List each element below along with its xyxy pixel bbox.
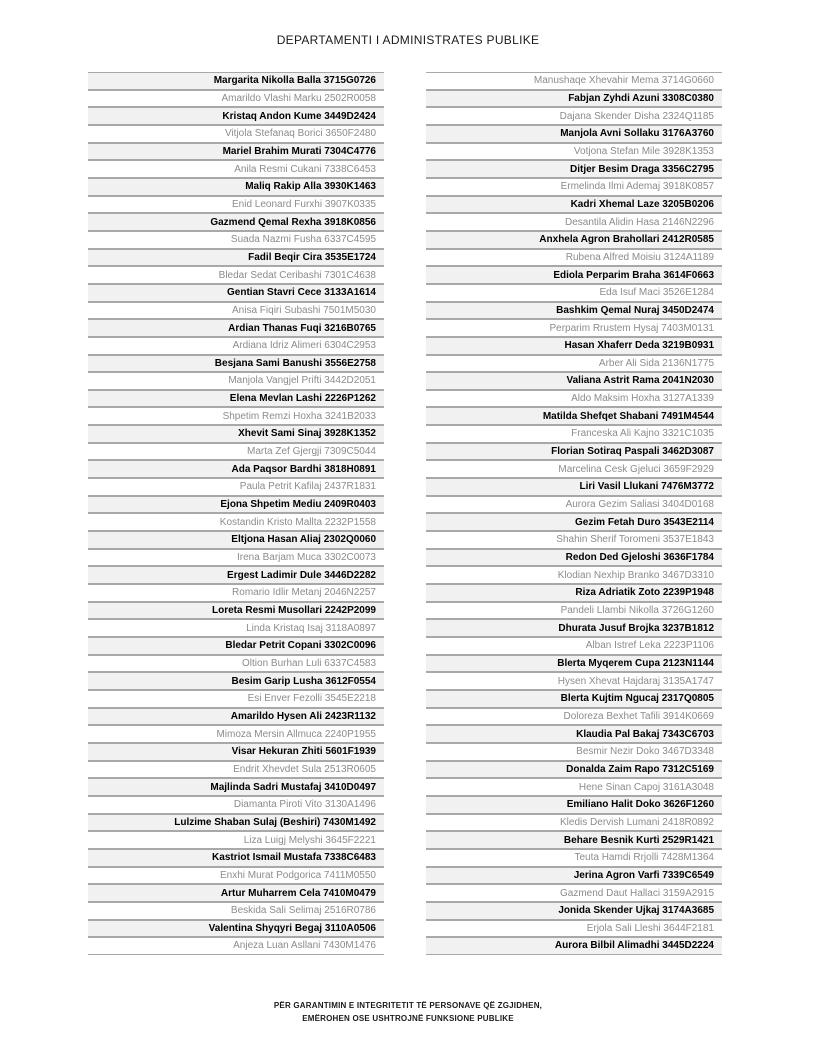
- list-item: Kastriot Ismail Mustafa 7338C6483: [88, 849, 384, 867]
- list-item: Erjola Sali Lleshi 3644F2181: [426, 920, 722, 938]
- list-item: Emiliano Halit Doko 3626F1260: [426, 796, 722, 814]
- list-item: Amarildo Vlashi Marku 2502R0058: [88, 90, 384, 108]
- list-item: Riza Adriatik Zoto 2239P1948: [426, 584, 722, 602]
- list-item: Anjeza Luan Asllani 7430M1476: [88, 937, 384, 955]
- page-footer: [0, 999, 816, 1025]
- list-item: Redon Ded Gjeloshi 3636F1784: [426, 549, 722, 567]
- list-item: Aurora Gezim Saliasi 3404D0168: [426, 496, 722, 514]
- page-title: DEPARTAMENTI I ADMINISTRATES PUBLIKE: [276, 33, 540, 47]
- list-item: Eltjona Hasan Aliaj 2302Q0060: [88, 531, 384, 549]
- list-item: Maliq Rakip Alla 3930K1463: [88, 178, 384, 196]
- list-item: Ejona Shpetim Mediu 2409R0403: [88, 496, 384, 514]
- list-item: Anisa Fiqiri Subashi 7501M5030: [88, 302, 384, 320]
- name-list-left: [88, 72, 384, 955]
- list-item: Franceska Ali Kajno 3321C1035: [426, 425, 722, 443]
- list-item: Suada Nazmi Fusha 6337C4595: [88, 231, 384, 249]
- list-item: Besjana Sami Banushi 3556E2758: [88, 355, 384, 373]
- list-item: Desantila Alidin Hasa 2146N2296: [426, 213, 722, 231]
- name-lists: [88, 72, 722, 955]
- list-item: Gazmend Qemal Rexha 3918K0856: [88, 213, 384, 231]
- list-item: Vitjola Stefanaq Borici 3650F2480: [88, 125, 384, 143]
- list-item: Loreta Resmi Musollari 2242P2099: [88, 602, 384, 620]
- list-item: Anxhela Agron Brahollari 2412R0585: [426, 231, 722, 249]
- list-item: Doloreza Bexhet Tafili 3914K0669: [426, 708, 722, 726]
- list-item: Fadil Beqir Cira 3535E1724: [88, 249, 384, 267]
- list-item: Hasan Xhaferr Deda 3219B0931: [426, 337, 722, 355]
- list-item: Visar Hekuran Zhiti 5601F1939: [88, 743, 384, 761]
- list-item: Enid Leonard Furxhi 3907K0335: [88, 196, 384, 214]
- list-item: Votjona Stefan Mile 3928K1353: [426, 143, 722, 161]
- list-item: Mariel Brahim Murati 7304C4776: [88, 143, 384, 161]
- list-item: Eda Isuf Maci 3526E1284: [426, 284, 722, 302]
- list-item: Aurora Bilbil Alimadhi 3445D2224: [426, 937, 722, 955]
- list-item: Jerina Agron Varfi 7339C6549: [426, 867, 722, 885]
- list-item: Gentian Stavri Cece 3133A1614: [88, 284, 384, 302]
- list-item: Xhevit Sami Sinaj 3928K1352: [88, 425, 384, 443]
- list-item: Artur Muharrem Cela 7410M0479: [88, 884, 384, 902]
- list-item: Teuta Hamdi Rrjolli 7428M1364: [426, 849, 722, 867]
- list-item: Linda Kristaq Isaj 3118A0897: [88, 619, 384, 637]
- list-item: Liri Vasil Llukani 7476M3772: [426, 478, 722, 496]
- list-item: Klodian Nexhip Branko 3467D3310: [426, 566, 722, 584]
- list-item: Irena Barjam Muca 3302C0073: [88, 549, 384, 567]
- list-item: Shpetim Remzi Hoxha 3241B2033: [88, 407, 384, 425]
- list-item: Marcelina Cesk Gjeluci 3659F2929: [426, 460, 722, 478]
- list-item: Rubena Alfred Moisiu 3124A1189: [426, 249, 722, 267]
- list-item: Blerta Myqerem Cupa 2123N1144: [426, 655, 722, 673]
- list-item: Paula Petrit Kafilaj 2437R1831: [88, 478, 384, 496]
- list-item: Jonida Skender Ujkaj 3174A3685: [426, 902, 722, 920]
- list-item: Kledis Dervish Lumani 2418R0892: [426, 814, 722, 832]
- list-item: Bledar Sedat Ceribashi 7301C4638: [88, 266, 384, 284]
- list-item: Esi Enver Fezolli 3545E2218: [88, 690, 384, 708]
- list-item: Enxhi Murat Podgorica 7411M0550: [88, 867, 384, 885]
- list-item: Kostandin Kristo Mallta 2232P1558: [88, 513, 384, 531]
- list-item: Ardian Thanas Fuqi 3216B0765: [88, 319, 384, 337]
- list-item: Pandeli Llambi Nikolla 3726G1260: [426, 602, 722, 620]
- list-item: Dhurata Jusuf Brojka 3237B1812: [426, 619, 722, 637]
- list-item: Matilda Shefqet Shabani 7491M4544: [426, 407, 722, 425]
- list-item: Manjola Vangjel Prifti 3442D2051: [88, 372, 384, 390]
- list-item: Klaudia Pal Bakaj 7343C6703: [426, 725, 722, 743]
- list-item: Besim Garip Lusha 3612F0554: [88, 672, 384, 690]
- list-item: Dajana Skender Disha 2324Q1185: [426, 107, 722, 125]
- list-item: Kadri Xhemal Laze 3205B0206: [426, 196, 722, 214]
- list-item: Perparim Rrustem Hysaj 7403M0131: [426, 319, 722, 337]
- list-item: Anila Resmi Cukani 7338C6453: [88, 160, 384, 178]
- list-item: Endrit Xhevdet Sula 2513R0605: [88, 761, 384, 779]
- list-item: Florian Sotiraq Paspali 3462D3087: [426, 443, 722, 461]
- list-item: Oltion Burhan Luli 6337C4583: [88, 655, 384, 673]
- list-item: Gazmend Daut Hallaci 3159A2915: [426, 884, 722, 902]
- list-item: Majlinda Sadri Mustafaj 3410D0497: [88, 778, 384, 796]
- list-item: Arber Ali Sida 2136N1775: [426, 355, 722, 373]
- list-item: Kristaq Andon Kume 3449D2424: [88, 107, 384, 125]
- list-item: Bledar Petrit Copani 3302C0096: [88, 637, 384, 655]
- list-item: Ermelinda Ilmi Ademaj 3918K0857: [426, 178, 722, 196]
- list-item: Ditjer Besim Draga 3356C2795: [426, 160, 722, 178]
- name-list-right: [426, 72, 722, 955]
- list-item: Elena Mevlan Lashi 2226P1262: [88, 390, 384, 408]
- list-item: Valentina Shyqyri Begaj 3110A0506: [88, 920, 384, 938]
- list-item: Beskida Sali Selimaj 2516R0786: [88, 902, 384, 920]
- list-item: Shahin Sherif Toromeni 3537E1843: [426, 531, 722, 549]
- list-item: Besmir Nezir Doko 3467D3348: [426, 743, 722, 761]
- list-item: Margarita Nikolla Balla 3715G0726: [88, 72, 384, 90]
- list-item: Gezim Fetah Duro 3543E2114: [426, 513, 722, 531]
- list-item: Alban Istref Leka 2223P1106: [426, 637, 722, 655]
- list-item: Manushaqe Xhevahir Mema 3714G0660: [426, 72, 722, 90]
- list-item: Amarildo Hysen Ali 2423R1132: [88, 708, 384, 726]
- list-item: Ardiana Idriz Alimeri 6304C2953: [88, 337, 384, 355]
- list-item: Lulzime Shaban Sulaj (Beshiri) 7430M1492: [88, 814, 384, 832]
- list-item: Hysen Xhevat Hajdaraj 3135A1747: [426, 672, 722, 690]
- footer-line-2: EMËROHEN OSE USHTROJNË FUNKSIONE PUBLIKE: [302, 1014, 514, 1023]
- list-item: Romario Idlir Metanj 2046N2257: [88, 584, 384, 602]
- list-item: Aldo Maksim Hoxha 3127A1339: [426, 390, 722, 408]
- list-item: Hene Sinan Capoj 3161A3048: [426, 778, 722, 796]
- list-item: Ergest Ladimir Dule 3446D2282: [88, 566, 384, 584]
- list-item: Bashkim Qemal Nuraj 3450D2474: [426, 302, 722, 320]
- list-item: Marta Zef Gjergji 7309C5044: [88, 443, 384, 461]
- list-item: Valiana Astrit Rama 2041N2030: [426, 372, 722, 390]
- list-item: Fabjan Zyhdi Azuni 3308C0380: [426, 90, 722, 108]
- list-item: Liza Luigj Melyshi 3645F2221: [88, 831, 384, 849]
- footer-line-1: PËR GARANTIMIN E INTEGRITETIT TË PERSONAVE QË ZGJIDHEN,: [273, 1001, 543, 1010]
- list-item: Ediola Perparim Braha 3614F0663: [426, 266, 722, 284]
- list-item: Ada Paqsor Bardhi 3818H0891: [88, 460, 384, 478]
- list-item: Behare Besnik Kurti 2529R1421: [426, 831, 722, 849]
- list-item: Donalda Zaim Rapo 7312C5169: [426, 761, 722, 779]
- list-item: Manjola Avni Sollaku 3176A3760: [426, 125, 722, 143]
- list-item: Blerta Kujtim Ngucaj 2317Q0805: [426, 690, 722, 708]
- list-item: Diamanta Piroti Vito 3130A1496: [88, 796, 384, 814]
- list-item: Mimoza Mersin Allmuca 2240P1955: [88, 725, 384, 743]
